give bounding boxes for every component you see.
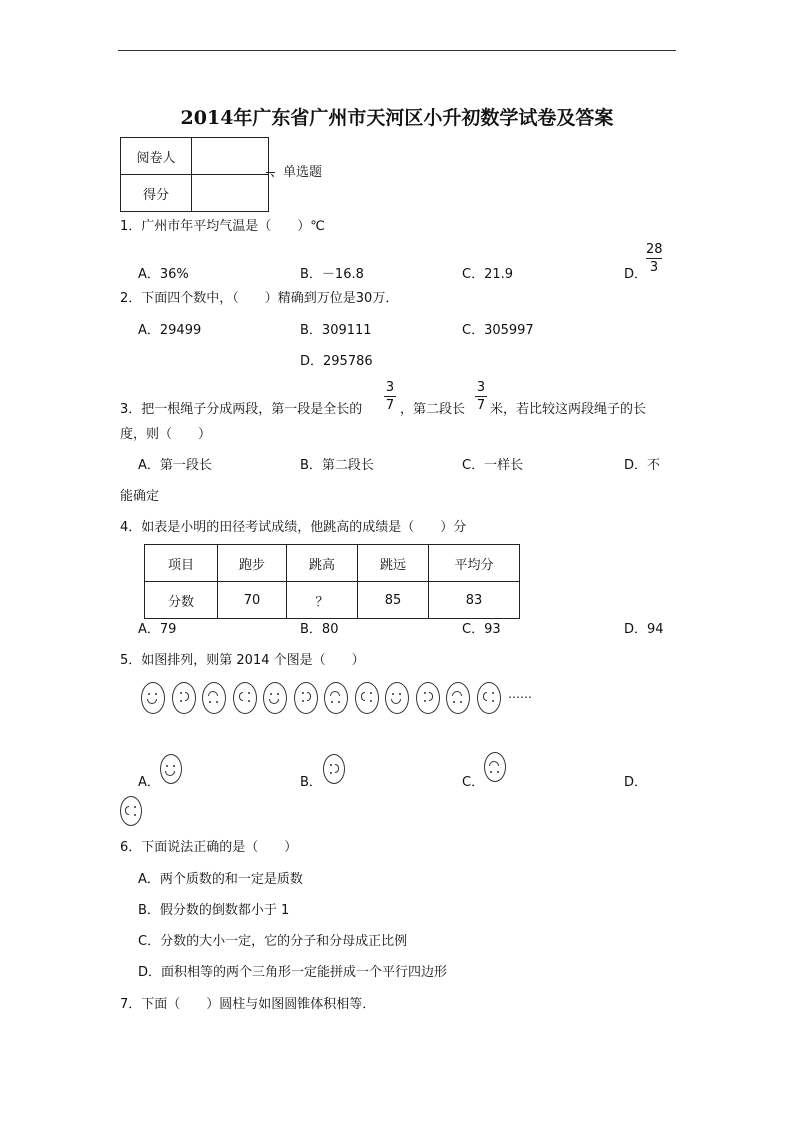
smile-face-icon	[141, 682, 165, 714]
q7-stem: 7．下面（ ）圆柱与如图圆锥体积相等．	[120, 997, 376, 1012]
q1-d-numerator: 28	[646, 242, 663, 257]
q2-option-d: D．295786	[300, 354, 373, 369]
section-heading: 、单选题	[270, 165, 323, 180]
table-cell: ？	[287, 582, 358, 619]
reviewer-cell	[192, 138, 269, 175]
q1-option-a: A．36%	[138, 267, 189, 282]
q3-option-a: A．第一段长	[138, 458, 212, 473]
table-header-cell: 平均分	[429, 545, 520, 582]
header-rule	[118, 50, 676, 51]
left-face-icon	[477, 682, 501, 714]
table-cell: 85	[358, 582, 429, 619]
frown-face-icon	[446, 682, 470, 714]
q2-stem: 2．下面四个数中，（ ）精确到万位是30万．	[120, 291, 399, 306]
q6-option-a: A．两个质数的和一定是质数	[138, 872, 303, 887]
frown-face-icon	[484, 752, 506, 782]
table-cell: 分数	[145, 582, 218, 619]
table-header-cell: 项目	[145, 545, 218, 582]
q3-stem-line2: 度，则（ ）	[120, 427, 212, 442]
q4-option-b: B．80	[300, 622, 339, 637]
q4-option-c: C．93	[462, 622, 501, 637]
q3-f1-denominator: 7	[385, 398, 395, 413]
q3-option-c: C．一样长	[462, 458, 524, 473]
q1-d-denominator: 3	[649, 260, 659, 275]
reviewer-label: 阅卷人	[121, 138, 192, 175]
table-row	[145, 582, 520, 619]
smile-face-icon	[385, 682, 409, 714]
q3-fraction-2	[475, 381, 487, 412]
right-face-icon	[172, 682, 196, 714]
q6-stem: 6．下面说法正确的是（ ）	[120, 840, 298, 855]
table-header-cell: 跑步	[218, 545, 287, 582]
q2-option-a: A．29499	[138, 323, 202, 338]
page-title: 2014年广东省广州市天河区小升初数学试卷及答案	[180, 107, 614, 129]
q4-stem: 4．如表是小明的田径考试成绩，他跳高的成绩是（ ）分	[120, 520, 467, 535]
q5-option-d: D．	[624, 775, 648, 790]
score-cell	[192, 175, 269, 212]
q3-f1-numerator: 3	[385, 380, 395, 395]
q6-option-d: D．面积相等的两个三角形一定能拼成一个平行四边形	[138, 965, 448, 980]
q4-option-d: D．94	[624, 622, 664, 637]
table-row	[145, 545, 520, 582]
q1-option-c: C．21.9	[462, 267, 514, 282]
q3-stem-part1: 3．把一根绳子分成两段，第一段是全长的	[120, 402, 363, 417]
table-cell: 70	[218, 582, 287, 619]
q3-stem-part3: 米，若比较这两段绳子的长	[490, 402, 647, 417]
table-header-cell: 跳高	[287, 545, 358, 582]
right-face-icon	[294, 682, 318, 714]
left-face-icon	[120, 796, 142, 826]
q1-option-b: B．－16.8	[300, 267, 364, 282]
q3-option-d-continued: 能确定	[120, 489, 160, 504]
q3-stem-part2: ，第二段长	[400, 402, 466, 417]
q1-option-d: D．	[624, 267, 648, 282]
q5-option-a: A．	[138, 775, 160, 790]
frown-face-icon	[324, 682, 348, 714]
q3-fraction-1	[384, 381, 396, 412]
left-face-icon	[233, 682, 257, 714]
q2-option-b: B．309111	[300, 323, 372, 338]
q3-option-d: D．不	[624, 458, 661, 473]
right-face-icon	[323, 754, 345, 784]
table-header-cell: 跳远	[358, 545, 429, 582]
q6-option-b: B．假分数的倒数都小于 1	[138, 903, 290, 918]
smile-face-icon	[160, 754, 182, 784]
q3-option-b: B．第二段长	[300, 458, 374, 473]
right-face-icon	[416, 682, 440, 714]
q1-stem: 1．广州市年平均气温是（ ）℃	[120, 219, 325, 234]
grading-box	[120, 137, 269, 212]
frown-face-icon	[202, 682, 226, 714]
left-face-icon	[355, 682, 379, 714]
q5-option-b: B．	[300, 775, 322, 790]
q6-option-c: C．分数的大小一定，它的分子和分母成正比例	[138, 934, 408, 949]
q1-d-fraction	[646, 243, 662, 274]
q3-f2-denominator: 7	[476, 398, 486, 413]
q2-option-c: C．305997	[462, 323, 534, 338]
sequence-ellipsis: ……	[508, 687, 532, 701]
score-table	[144, 544, 520, 619]
score-label: 得分	[121, 175, 192, 212]
q4-option-a: A．79	[138, 622, 177, 637]
q3-f2-numerator: 3	[476, 380, 486, 395]
smile-face-icon	[263, 682, 287, 714]
q5-option-c: C．	[462, 775, 485, 790]
q5-stem: 5．如图排列，则第 2014 个图是（ ）	[120, 653, 365, 668]
table-cell: 83	[429, 582, 520, 619]
